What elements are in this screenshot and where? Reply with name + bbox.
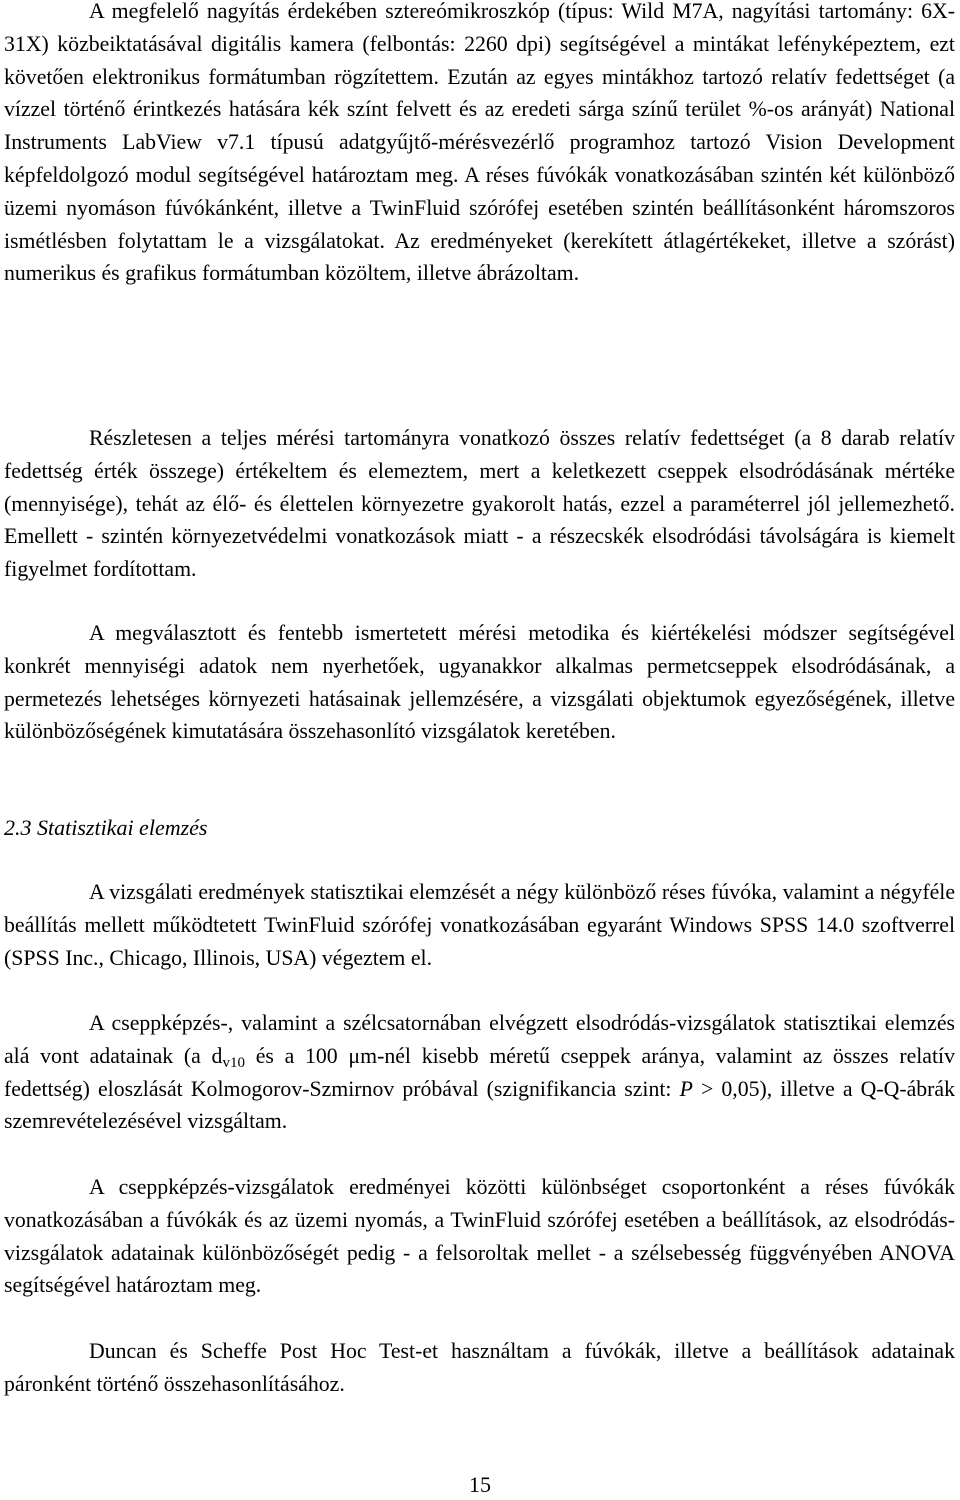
paragraph-distribution-tests bbox=[4, 1007, 955, 1138]
paragraph-image-analysis: A megfelelő nagyítás érdekében sztereómikroszkóp (típus: Wild M7A, nagyítási tartomány: 6X-31X) közbeiktatásával digitális kamera (felbontás: 2260 dpi) segítségével a mintákat lefényképeztem, ezt követően elektronikus formátumban rögzítettem. Ezután az egyes mintákhoz tartozó relatív fedettséget (a vízzel történő érintkezés hatására kék színt felvett és az eredeti sárga színű terület %-os arányát) National Instruments LabView v7.1 típusú adatgyűjtő-mérésvezérlő programhoz tartozó Vision Development képfeldolgozó modul segítségével határoztam meg. A réses fúvókák vonatkozásában szintén két különböző üzemi nyomáson fúvókánként, illetve a TwinFluid szórófej esetében szintén beállításonként háromszoros ismétlésben folytattam le a vizsgálatokat. Az eredményeket (kerekített átlagértékeket, illetve a szórást) numerikus és grafikus formátumban közöltem, illetve ábrázoltam. bbox=[4, 0, 955, 286]
page-number: 15 bbox=[469, 1472, 491, 1497]
paragraph-text-part: és a 100 μm-nél kisebb méretű cseppek aránya, valamint az összes relatív fedettség) eloszlását Kolmogorov-Szmirnov próbával (szignifikancia szint: bbox=[4, 1043, 955, 1101]
paragraph-text-part: > 0,05), illetve a Q-Q-ábrák szemrevételezésével vizsgáltam. bbox=[4, 1076, 955, 1134]
p-value-symbol: P bbox=[679, 1076, 693, 1101]
paragraph-methodology: A megválasztott és fentebb ismertetett mérési metodika és kiértékelési módszer segítségével konkrét mennyiségi adatok nem nyerhetőek, ugyanakkor alkalmas permetcseppek elsodródásának, a permetezés lehetséges környezeti hatásainak jellemzésére, a vizsgálati objektumok egyezőségének, illetve különbözőségének kimutatására összehasonlító vizsgálatok keretében. bbox=[4, 621, 955, 744]
subscript-v10: v10 bbox=[222, 1054, 245, 1071]
paragraph-relative-coverage: Részletesen a teljes mérési tartományra vonatkozó összes relatív fedettséget (a 8 darab relatív fedettség érték összege) értékeltem és elemeztem, mert a keletkezett cseppek elsodródásának mértéke (mennyisége), tehát az élő- és élettelen környezetre gyakorolt hatás, ezzel a paraméterrel jól jellemezhető. Emellett - szintén környezetvédelmi vonatkozások miatt - a részecskék elsodródási távolságára is kiemelt figyelmet fordítottam. bbox=[4, 426, 955, 582]
paragraph-spss: A vizsgálati eredmények statisztikai elemzését a négy különböző réses fúvóka, valamint a négyféle beállítás mellett működtetett TwinFluid szórófej vonatkozásában egyaránt Windows SPSS 14.0 szoftverrel (SPSS Inc., Chicago, Illinois, USA) végeztem el. bbox=[4, 880, 955, 970]
paragraph-text-part: A cseppképzés-, valamint a szélcsatornában elvégzett elsodródás-vizsgálatok statisztikai elemzés alá vont adatainak (a d bbox=[4, 1011, 955, 1068]
paragraph-post-hoc: Duncan és Scheffe Post Hoc Test-et használtam a fúvókák, illetve a beállítások adatainak páronként történő összehasonlításához. bbox=[4, 1339, 955, 1396]
paragraph-anova: A cseppképzés-vizsgálatok eredményei közötti különbséget csoportonként a réses fúvókák vonatkozásában a fúvókák és az üzemi nyomás, a TwinFluid szórófej esetében a beállítások, az elsodródás-vizsgálatok adatainak különbözőségét pedig - a felsoroltak mellet - a szélsebesség függvényében ANOVA segítségével határoztam meg. bbox=[4, 1175, 955, 1298]
section-heading: 2.3 Statisztikai elemzés bbox=[4, 815, 208, 840]
